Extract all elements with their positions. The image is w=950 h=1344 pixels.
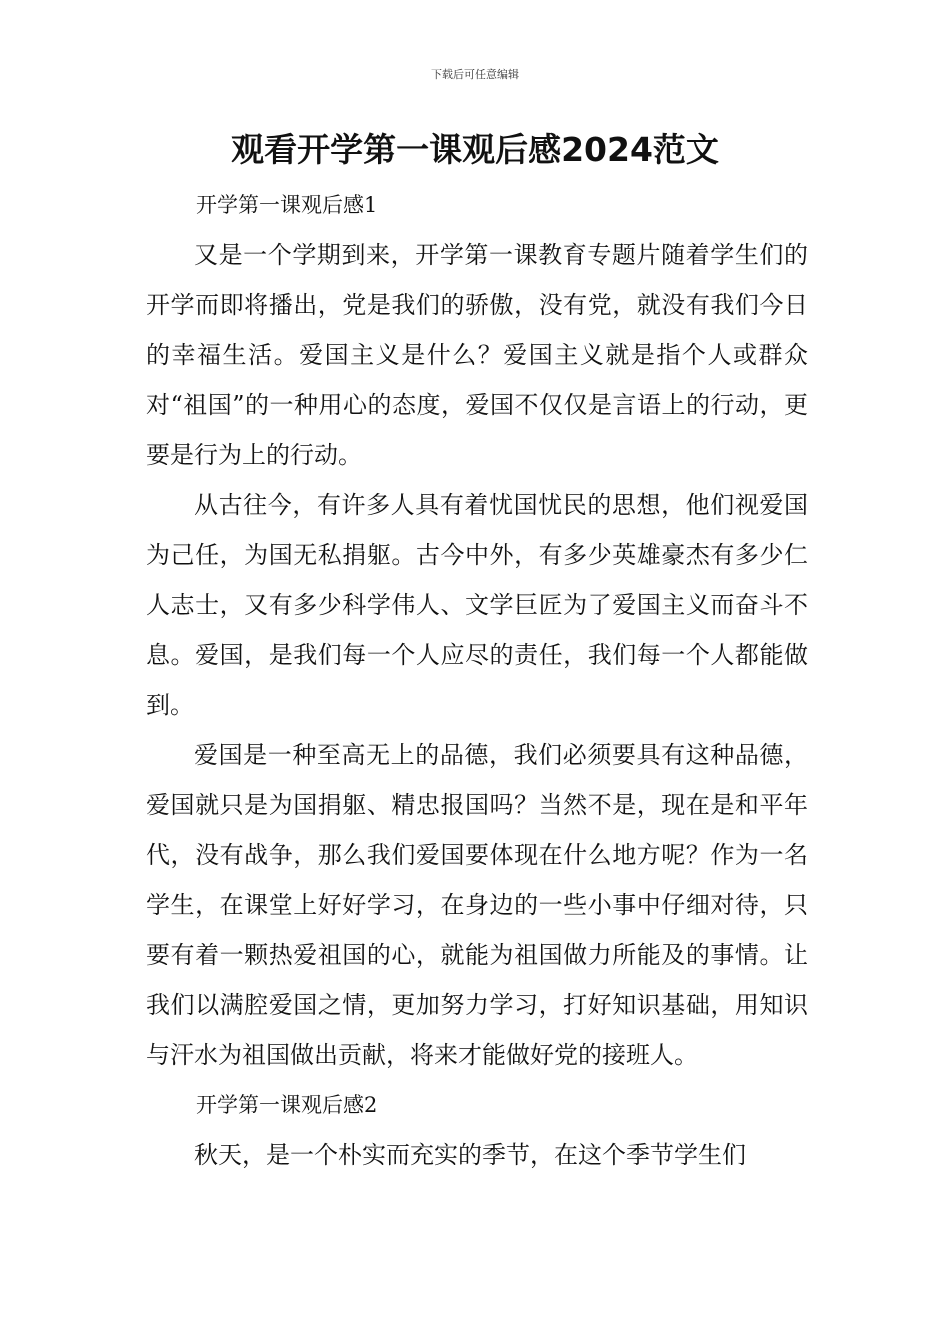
paragraph: 爱国是一种至高无上的品德，我们必须要具有这种品德，爱国就只是为国捐躯、精忠报国吗？当然不是，现在是和平年代，没有战争，那么我们爱国要体现在什么地方呢？作为一名学生，在课堂上好好学习，在身边的一些小事中仔细对待，只要有着一颗热爱祖国的心，就能为祖国做力所能及的事情。让我们以满腔爱国之情，更加努力学习，打好知识基础，用知识与汗水为祖国做出贡献，将来才能做好党的接班人。 [146,741,808,1069]
document-title: 观看开学第一课观后感2024范文 [231,130,719,169]
paragraph: 又是一个学期到来，开学第一课教育专题片随着学生们的开学而即将播出，党是我们的骄傲，没有党，就没有我们今日的幸福生活。爱国主义是什么？爱国主义就是指个人或群众对“祖国”的一种用心的态度，爱国不仅仅是言语上的行动，更要是行为上的行动。 [146,241,808,469]
document-body [146,180,808,1180]
section-heading-1: 开学第一课观后感1 [196,193,378,217]
page-header-note: 下载后可任意编辑 [431,68,519,81]
section-heading-2: 开学第一课观后感2 [196,1093,378,1117]
paragraph: 从古往今，有许多人具有着忧国忧民的思想，他们视爱国为己任，为国无私捐躯。古今中外，有多少英雄豪杰有多少仁人志士，又有多少科学伟人、文学巨匠为了爱国主义而奋斗不息。爱国，是我们每一个人应尽的责任，我们每一个人都能做到。 [146,491,808,719]
paragraph: 秋天，是一个朴实而充实的季节，在这个季节学生们 [194,1141,746,1169]
